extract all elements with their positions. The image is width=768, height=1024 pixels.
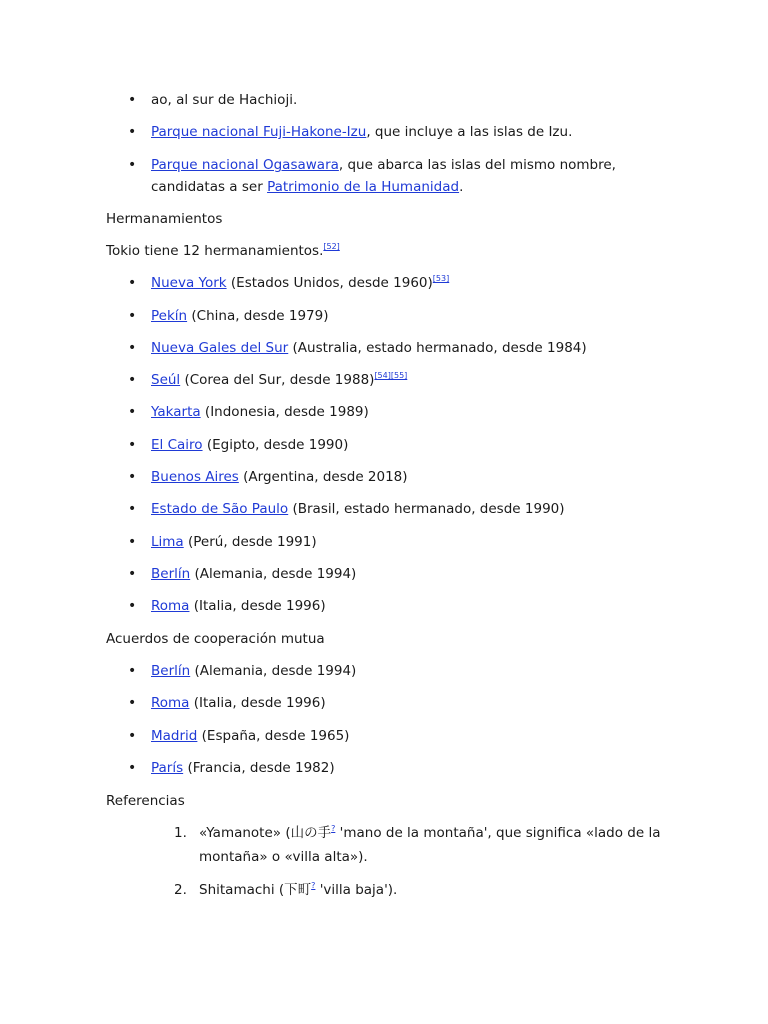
section-heading-cooperacion: Acuerdos de cooperación mutua bbox=[106, 631, 325, 647]
bullet: • bbox=[128, 598, 137, 614]
list-item bbox=[151, 595, 326, 617]
city-link[interactable]: Madrid bbox=[151, 728, 198, 744]
reference-text: Shitamachi (下町 bbox=[199, 882, 312, 898]
list-item bbox=[151, 692, 326, 714]
bullet: • bbox=[128, 728, 137, 744]
help-link[interactable]: ? bbox=[311, 881, 316, 890]
list-item bbox=[151, 369, 407, 391]
city-link[interactable]: Buenos Aires bbox=[151, 469, 239, 485]
bullet: • bbox=[128, 92, 137, 108]
list-item-text: (Alemania, desde 1994) bbox=[190, 663, 357, 679]
reference-text: montaña» o «villa alta»). bbox=[199, 849, 368, 865]
list-item-text: candidatas a ser bbox=[151, 179, 268, 195]
list-item-text: (Italia, desde 1996) bbox=[189, 695, 326, 711]
list-item bbox=[151, 434, 348, 456]
list-item-text: (Italia, desde 1996) bbox=[189, 598, 326, 614]
section-heading-hermanamientos: Hermanamientos bbox=[106, 211, 223, 227]
list-item-text: (Brasil, estado hermanado, desde 1990) bbox=[288, 501, 565, 517]
list-item-text: (España, desde 1965) bbox=[197, 728, 350, 744]
city-link[interactable]: Nueva York bbox=[151, 275, 227, 291]
list-item-continuation bbox=[151, 176, 463, 198]
bullet: • bbox=[128, 534, 137, 550]
list-item-text: (Francia, desde 1982) bbox=[183, 760, 335, 776]
bullet: • bbox=[128, 372, 137, 388]
bullet: • bbox=[128, 157, 137, 173]
bullet: • bbox=[128, 437, 137, 453]
list-item-text: (China, desde 1979) bbox=[187, 308, 329, 324]
list-item-text: . bbox=[459, 179, 464, 195]
list-item-text: (Corea del Sur, desde 1988) bbox=[180, 372, 375, 388]
ogasawara-link[interactable]: Parque nacional Ogasawara bbox=[151, 157, 339, 173]
reference-number: 1. bbox=[174, 825, 187, 841]
city-link[interactable]: Seúl bbox=[151, 372, 181, 388]
reference-text: «Yamanote» (山の手 bbox=[199, 825, 332, 841]
city-link[interactable]: Estado de São Paulo bbox=[151, 501, 289, 517]
list-item-text: (Argentina, desde 2018) bbox=[238, 469, 408, 485]
list-item-text: (Australia, estado hermanado, desde 1984) bbox=[288, 340, 587, 356]
help-link[interactable]: ? bbox=[331, 824, 336, 833]
list-item bbox=[151, 401, 369, 423]
fuji-hakone-izu-link[interactable]: Parque nacional Fuji-Hakone-Izu bbox=[151, 124, 367, 140]
list-item bbox=[151, 725, 349, 747]
list-item bbox=[151, 154, 616, 176]
reference-link[interactable]: [53] bbox=[432, 274, 450, 283]
list-item-text: , que abarca las islas del mismo nombre, bbox=[338, 157, 616, 173]
city-link[interactable]: París bbox=[151, 760, 184, 776]
list-item bbox=[151, 272, 449, 294]
list-item bbox=[151, 337, 587, 359]
list-item bbox=[151, 531, 317, 553]
reference-item bbox=[199, 822, 660, 844]
reference-text: 'mano de la montaña', que significa «lado de la bbox=[335, 825, 661, 841]
bullet: • bbox=[128, 404, 137, 420]
list-item bbox=[151, 121, 572, 143]
list-item bbox=[151, 660, 356, 682]
reference-link[interactable]: [52] bbox=[323, 242, 340, 251]
list-item-text: (Indonesia, desde 1989) bbox=[200, 404, 369, 420]
reference-link[interactable]: [54][55] bbox=[374, 371, 408, 380]
list-item-text: ao, al sur de Hachioji. bbox=[151, 92, 298, 108]
list-item bbox=[151, 757, 335, 779]
reference-item bbox=[199, 879, 397, 901]
reference-number: 2. bbox=[174, 882, 187, 898]
bullet: • bbox=[128, 308, 137, 324]
bullet: • bbox=[128, 501, 137, 517]
bullet: • bbox=[128, 566, 137, 582]
bullet: • bbox=[128, 340, 137, 356]
city-link[interactable]: Roma bbox=[151, 598, 190, 614]
list-item-text: (Perú, desde 1991) bbox=[183, 534, 317, 550]
list-item-text: , que incluye a las islas de Izu. bbox=[366, 124, 573, 140]
bullet: • bbox=[128, 760, 137, 776]
list-item-text: (Egipto, desde 1990) bbox=[202, 437, 349, 453]
bullet: • bbox=[128, 695, 137, 711]
city-link[interactable]: El Cairo bbox=[151, 437, 203, 453]
patrimonio-link[interactable]: Patrimonio de la Humanidad bbox=[267, 179, 460, 195]
intro-paragraph bbox=[106, 240, 340, 262]
city-link[interactable]: Roma bbox=[151, 695, 190, 711]
bullet: • bbox=[128, 469, 137, 485]
city-link[interactable]: Pekín bbox=[151, 308, 188, 324]
list-item bbox=[151, 498, 565, 520]
intro-text: Tokio tiene 12 hermanamientos. bbox=[106, 243, 324, 259]
city-link[interactable]: Nueva Gales del Sur bbox=[151, 340, 289, 356]
bullet: • bbox=[128, 663, 137, 679]
section-heading-referencias: Referencias bbox=[106, 793, 185, 809]
reference-text: 'villa baja'). bbox=[315, 882, 398, 898]
list-item bbox=[151, 305, 329, 327]
city-link[interactable]: Berlín bbox=[151, 663, 191, 679]
city-link[interactable]: Berlín bbox=[151, 566, 191, 582]
list-item-text: (Estados Unidos, desde 1960) bbox=[226, 275, 433, 291]
list-item-text: (Alemania, desde 1994) bbox=[190, 566, 357, 582]
city-link[interactable]: Yakarta bbox=[151, 404, 201, 420]
list-item bbox=[151, 563, 356, 585]
city-link[interactable]: Lima bbox=[151, 534, 184, 550]
list-item bbox=[151, 466, 408, 488]
bullet: • bbox=[128, 275, 137, 291]
bullet: • bbox=[128, 124, 137, 140]
